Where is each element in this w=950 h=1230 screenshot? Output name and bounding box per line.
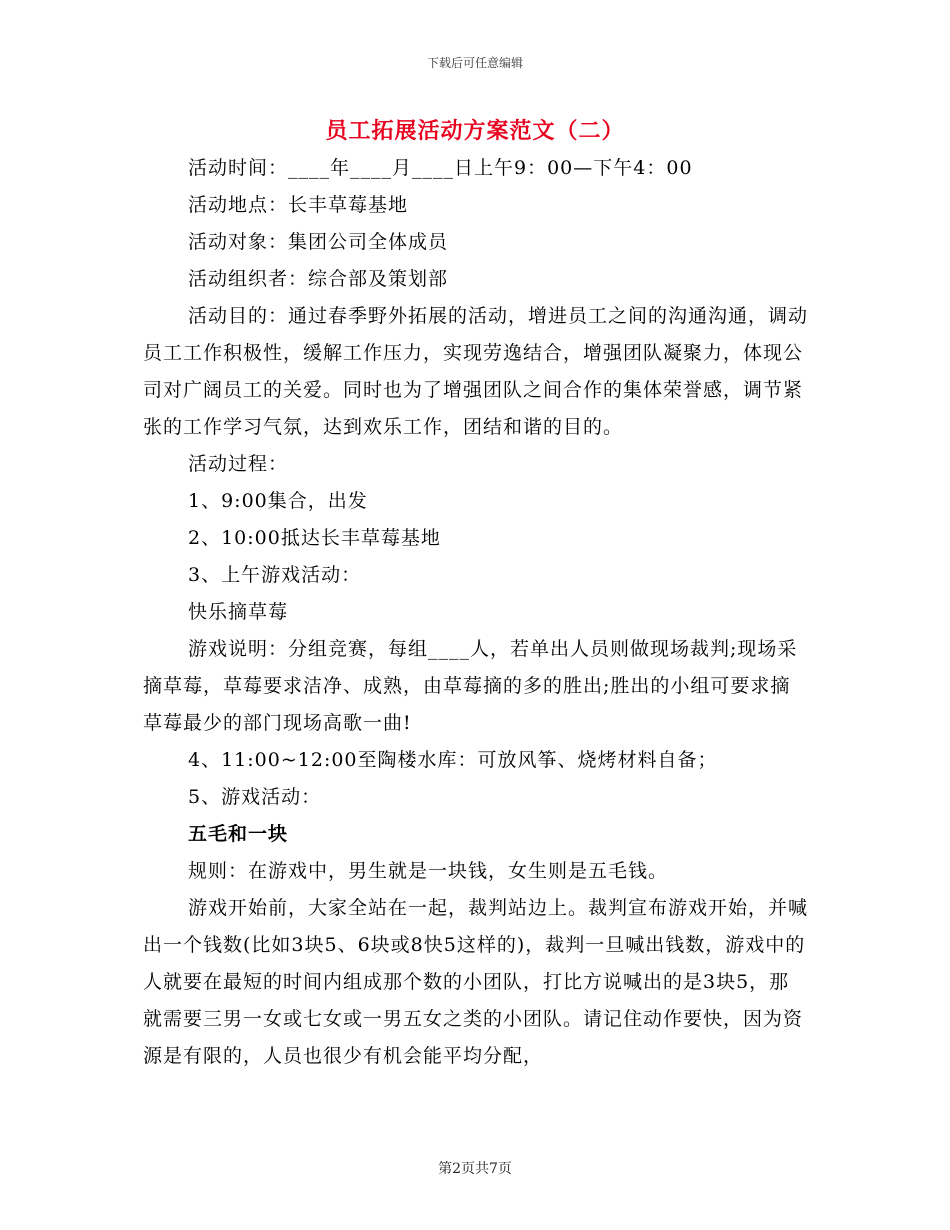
header-note: 下载后可任意编辑 <box>426 56 523 70</box>
paragraph-step-3: 3、上午游戏活动： <box>188 564 362 586</box>
paragraph-activity-target: 活动对象：集团公司全体成员 <box>188 231 449 253</box>
paragraph-game-name-strawberry: 快乐摘草莓 <box>188 601 289 623</box>
paragraph-activity-time: 活动时间：____年____月____日上午9：00—下午4：00 <box>188 157 693 179</box>
document-title: 员工拓展活动方案范文（二） <box>325 118 625 144</box>
paragraph-step-1: 1、9:00集合，出发 <box>188 490 368 512</box>
paragraph-game-rules: 规则：在游戏中，男生就是一块钱，女生则是五毛钱。 <box>188 860 669 882</box>
page-footer: 第2页共7页 <box>438 1161 512 1177</box>
document-body <box>143 150 809 1075</box>
paragraph-activity-purpose: 活动目的：通过春季野外拓展的活动，增进员工之间的沟通沟通，调动员工工作积极性，缓解工作压力，实现劳逸结合，增强团队凝聚力，体现公司对广阔员工的关爱。同时也为了增强团队之间合作的集体荣誉感，调节紧张的工作学习气氛，达到欢乐工作，团结和谐的目的。 <box>143 305 809 438</box>
paragraph-activity-process: 活动过程： <box>188 453 289 475</box>
paragraph-activity-location: 活动地点：长丰草莓基地 <box>188 194 409 216</box>
paragraph-game-description: 游戏说明：分组竞赛，每组____人，若单出人员则做现场裁判;现场采摘草莓，草莓要求洁净、成熟，由草莓摘的多的胜出;胜出的小组可要求摘草莓最少的部门现场高歌一曲! <box>143 638 798 734</box>
paragraph-game-procedure: 游戏开始前，大家全站在一起，裁判站边上。裁判宣布游戏开始，并喊出一个钱数(比如3块5、6块或8快5这样的)，裁判一旦喊出钱数，游戏中的人就要在最短的时间内组成那个数的小团队，打比方说喊出的是3块5，那就需要三男一女或七女或一男五女之类的小团队。请记住动作要快，因为资源是有限的，人员也很少有机会能平均分配， <box>143 897 809 1067</box>
paragraph-step-5: 5、游戏活动： <box>188 786 322 808</box>
paragraph-step-4: 4、11:00~12:00至陶楼水库：可放风筝、烧烤材料自备； <box>188 749 718 771</box>
paragraph-game-name-wumao: 五毛和一块 <box>188 823 289 845</box>
paragraph-activity-organizer: 活动组织者：综合部及策划部 <box>188 268 449 290</box>
paragraph-step-2: 2、10:00抵达长丰草莓基地 <box>188 527 441 549</box>
